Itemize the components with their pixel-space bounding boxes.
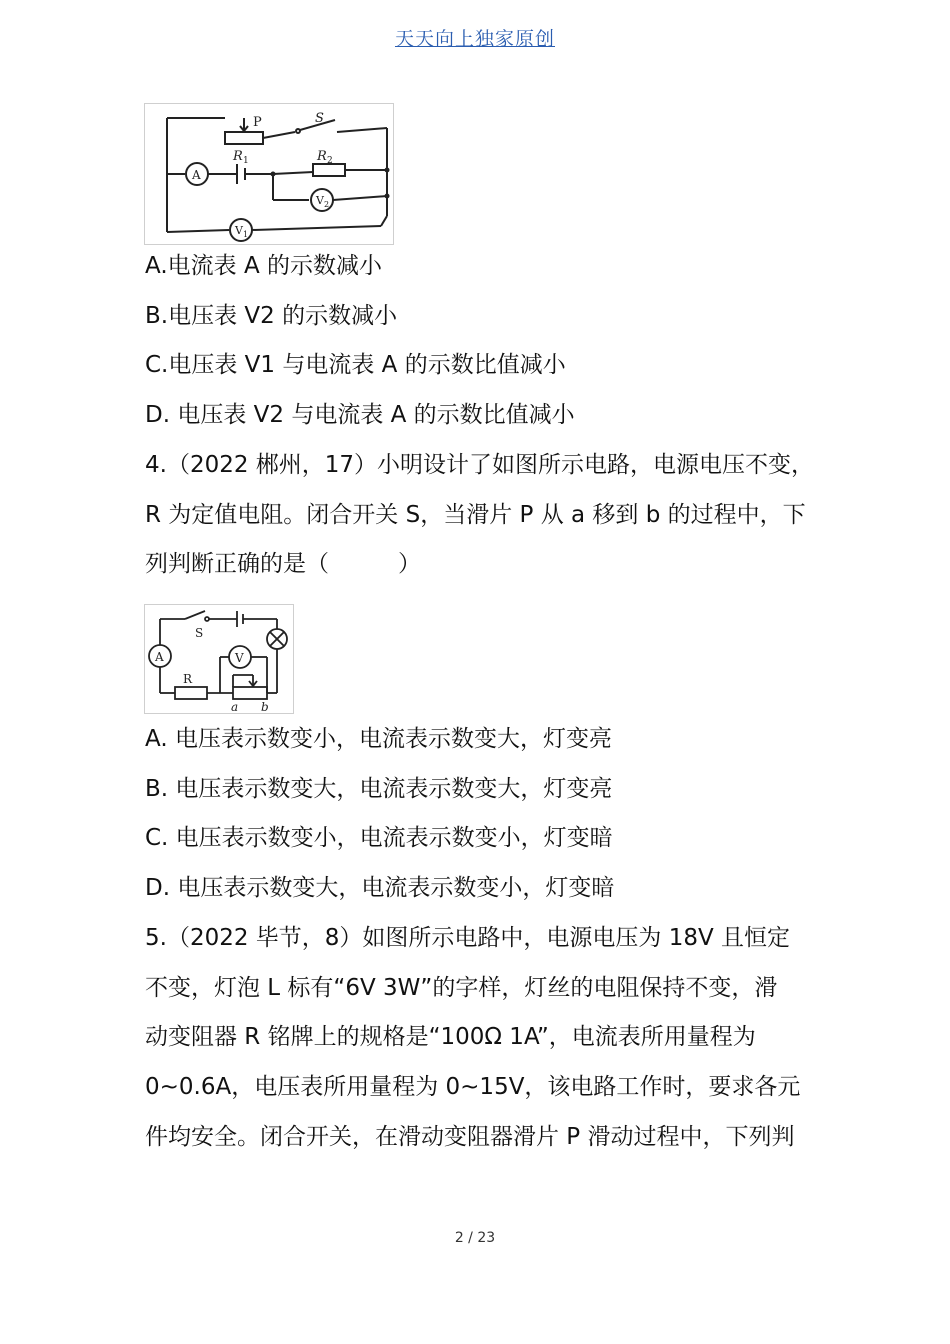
- q4-option-a: A. 电压表示数变小，电流表示数变大，灯变亮: [145, 726, 612, 752]
- label-ammeter: A: [192, 168, 201, 182]
- label-r1: R: [233, 149, 243, 164]
- q4-option-d: D. 电压表示数变大，电流表示数变小，灯变暗: [145, 875, 615, 901]
- q4-text-line-1: 4.（2022 郴州，17）小明设计了如图所示电路，电源电压不变，: [145, 452, 815, 478]
- q3-option-c: C.电压表 V1 与电流表 A 的示数比值减小: [145, 352, 566, 378]
- label-r2: R: [317, 149, 327, 164]
- page-number: 2 / 23: [454, 1230, 496, 1246]
- q5-text-line-4: 0~0.6A，电压表所用量程为 0~15V，该电路工作时，要求各元: [145, 1074, 801, 1100]
- q3-option-a: A.电流表 A 的示数减小: [145, 253, 382, 279]
- label-b: b: [261, 700, 269, 713]
- label-p: P: [253, 115, 262, 130]
- label-voltmeter: V: [235, 651, 244, 665]
- label-r2-sub: 2: [327, 156, 333, 166]
- q3-option-d: D. 电压表 V2 与电流表 A 的示数比值减小: [145, 402, 575, 428]
- circuit-diagram-2: [144, 604, 294, 714]
- label-r: R: [183, 672, 193, 686]
- q5-text-line-1: 5.（2022 毕节，8）如图所示电路中，电源电压为 18V 且恒定: [145, 925, 791, 951]
- q4-text-line-2: R 为定值电阻。闭合开关 S，当滑片 P 从 a 移到 b 的过程中，下: [145, 502, 806, 528]
- label-v1-sub: 1: [243, 230, 249, 239]
- label-v2-sub: 2: [324, 200, 330, 209]
- label-v1: V: [235, 224, 243, 237]
- label-r1-sub: 1: [243, 156, 249, 166]
- q4-option-c: C. 电压表示数变小，电流表示数变小，灯变暗: [145, 825, 613, 851]
- label-ammeter: A: [155, 650, 164, 664]
- label-v2: V: [316, 194, 324, 207]
- q4-option-b: B. 电压表示数变大，电流表示数变大，灯变亮: [145, 776, 613, 802]
- q3-option-b: B.电压表 V2 的示数减小: [145, 303, 398, 329]
- label-s: S: [195, 626, 204, 640]
- q5-text-line-3: 动变阻器 R 铭牌上的规格是“100Ω 1A”，电流表所用量程为: [145, 1024, 756, 1050]
- label-a: a: [231, 700, 239, 713]
- q5-text-line-2: 不变，灯泡 L 标有“6V 3W”的字样，灯丝的电阻保持不变，滑: [145, 975, 778, 1001]
- document-header: 天天向上独家原创: [394, 28, 555, 50]
- q5-text-line-5: 件均安全。闭合开关，在滑动变阻器滑片 P 滑动过程中，下列判: [145, 1124, 795, 1150]
- label-s: S: [315, 111, 324, 126]
- circuit-diagram-1: [144, 103, 394, 245]
- q4-text-line-3: 列判断正确的是（ ）: [145, 551, 421, 577]
